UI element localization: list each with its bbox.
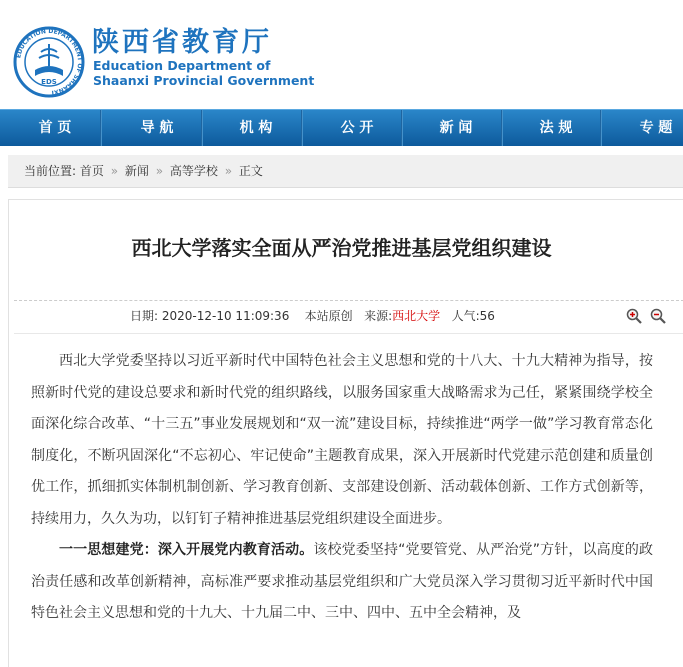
nav-item-topics[interactable]: 专 题 (639, 120, 673, 136)
breadcrumb-current: 正文 (238, 164, 263, 178)
site-name-en-line1: Education Department of (93, 58, 271, 73)
nav-item-news[interactable]: 新 闻 (439, 120, 473, 136)
breadcrumb-separator: » (224, 164, 233, 178)
article-title: 西北大学落实全面从严治党推进基层党组织建设 (131, 236, 552, 260)
site-name-en-line2: Shaanxi Provincial Government (93, 73, 315, 88)
svg-text:EDUCATION DEPARTMENT OF SHAANX: EDUCATION DEPARTMENT OF SHAANXI (15, 27, 84, 96)
paragraph-2-text: 该校党委坚持“党要管党、从严治党”方针，以高度的政治责任感和改革创新精神，高标准严要求推动基层党组织和广大党员深入学习贯彻习近平新时代中国特色社会主义思想和党的十九大、十九届二中、三中、四中、五中全会精神，及 (31, 542, 653, 621)
nav-item-regulations[interactable]: 法 规 (539, 120, 573, 136)
nav-divider (401, 110, 403, 146)
nav-item-institutions[interactable]: 机 构 (239, 120, 273, 136)
nav-divider (301, 110, 303, 146)
source-label: 来源: (364, 309, 393, 323)
date-label: 日期: (130, 309, 159, 323)
nav-divider (501, 110, 503, 146)
site-header (0, 0, 683, 102)
breadcrumb-content (24, 155, 263, 187)
breadcrumb-link-higher-ed[interactable]: 高等学校 (169, 164, 218, 178)
breadcrumb-link-home[interactable]: 首页 (79, 164, 104, 178)
article-paragraph-1: 西北大学党委坚持以习近平新时代中国特色社会主义思想和党的十八大、十九大精神为指导，按照新时代党的建设总要求和新时代党的组织路线，以服务国家重大战略需求为己任，紧紧围绕学校全面深化综合改革、“十三五”事业发展规划和“双一流”建设目标，持续推进“两学一做”学习教育常态化制度化，不断巩固深化“不忘初心、牢记使命”主题教育成果，深入开展新时代党建示范创建和质量创优工作，抓细抓实体制机制创新、学习教育创新、支部建设创新、活动载体创新、工作方式创新等，持续用力，久久为功，以钉钉子精神推进基层党组织建设全面进步。 (31, 353, 653, 527)
breadcrumb (8, 155, 683, 188)
nav-divider (201, 110, 203, 146)
zoom-in-icon[interactable] (626, 308, 642, 324)
paragraph-2-lead: 一一思想建党：深入开展党内教育活动。 (59, 542, 314, 558)
article-views: 56 (479, 309, 495, 323)
nav-item-disclosure[interactable]: 公 开 (340, 120, 374, 136)
breadcrumb-link-news[interactable]: 新闻 (124, 164, 149, 178)
nav-divider (600, 110, 602, 146)
nav-divider (100, 110, 102, 146)
article-meta-text (130, 301, 495, 331)
site-name-en (93, 58, 314, 88)
main-navigation (0, 109, 683, 146)
article-body (31, 346, 653, 630)
article-date: 2020-12-10 11:09:36 (161, 309, 290, 323)
zoom-out-icon[interactable] (650, 308, 666, 324)
breadcrumb-separator: » (110, 164, 119, 178)
nav-item-guide[interactable]: 导 航 (140, 120, 174, 136)
breadcrumb-prefix: 当前位置: (24, 164, 77, 178)
breadcrumb-separator: » (155, 164, 164, 178)
emblem-center-text: EDS (41, 78, 57, 86)
education-department-emblem-icon[interactable] (13, 26, 85, 98)
article-paragraph-2 (31, 535, 653, 630)
views-label: 人气: (451, 309, 480, 323)
article-origin: 本站原创 (304, 309, 353, 323)
site-name-cn[interactable]: 陕西省教育厅 (92, 27, 272, 58)
article-source: 西北大学 (392, 309, 441, 323)
nav-item-home[interactable]: 首 页 (38, 120, 72, 136)
article-meta (14, 300, 683, 334)
